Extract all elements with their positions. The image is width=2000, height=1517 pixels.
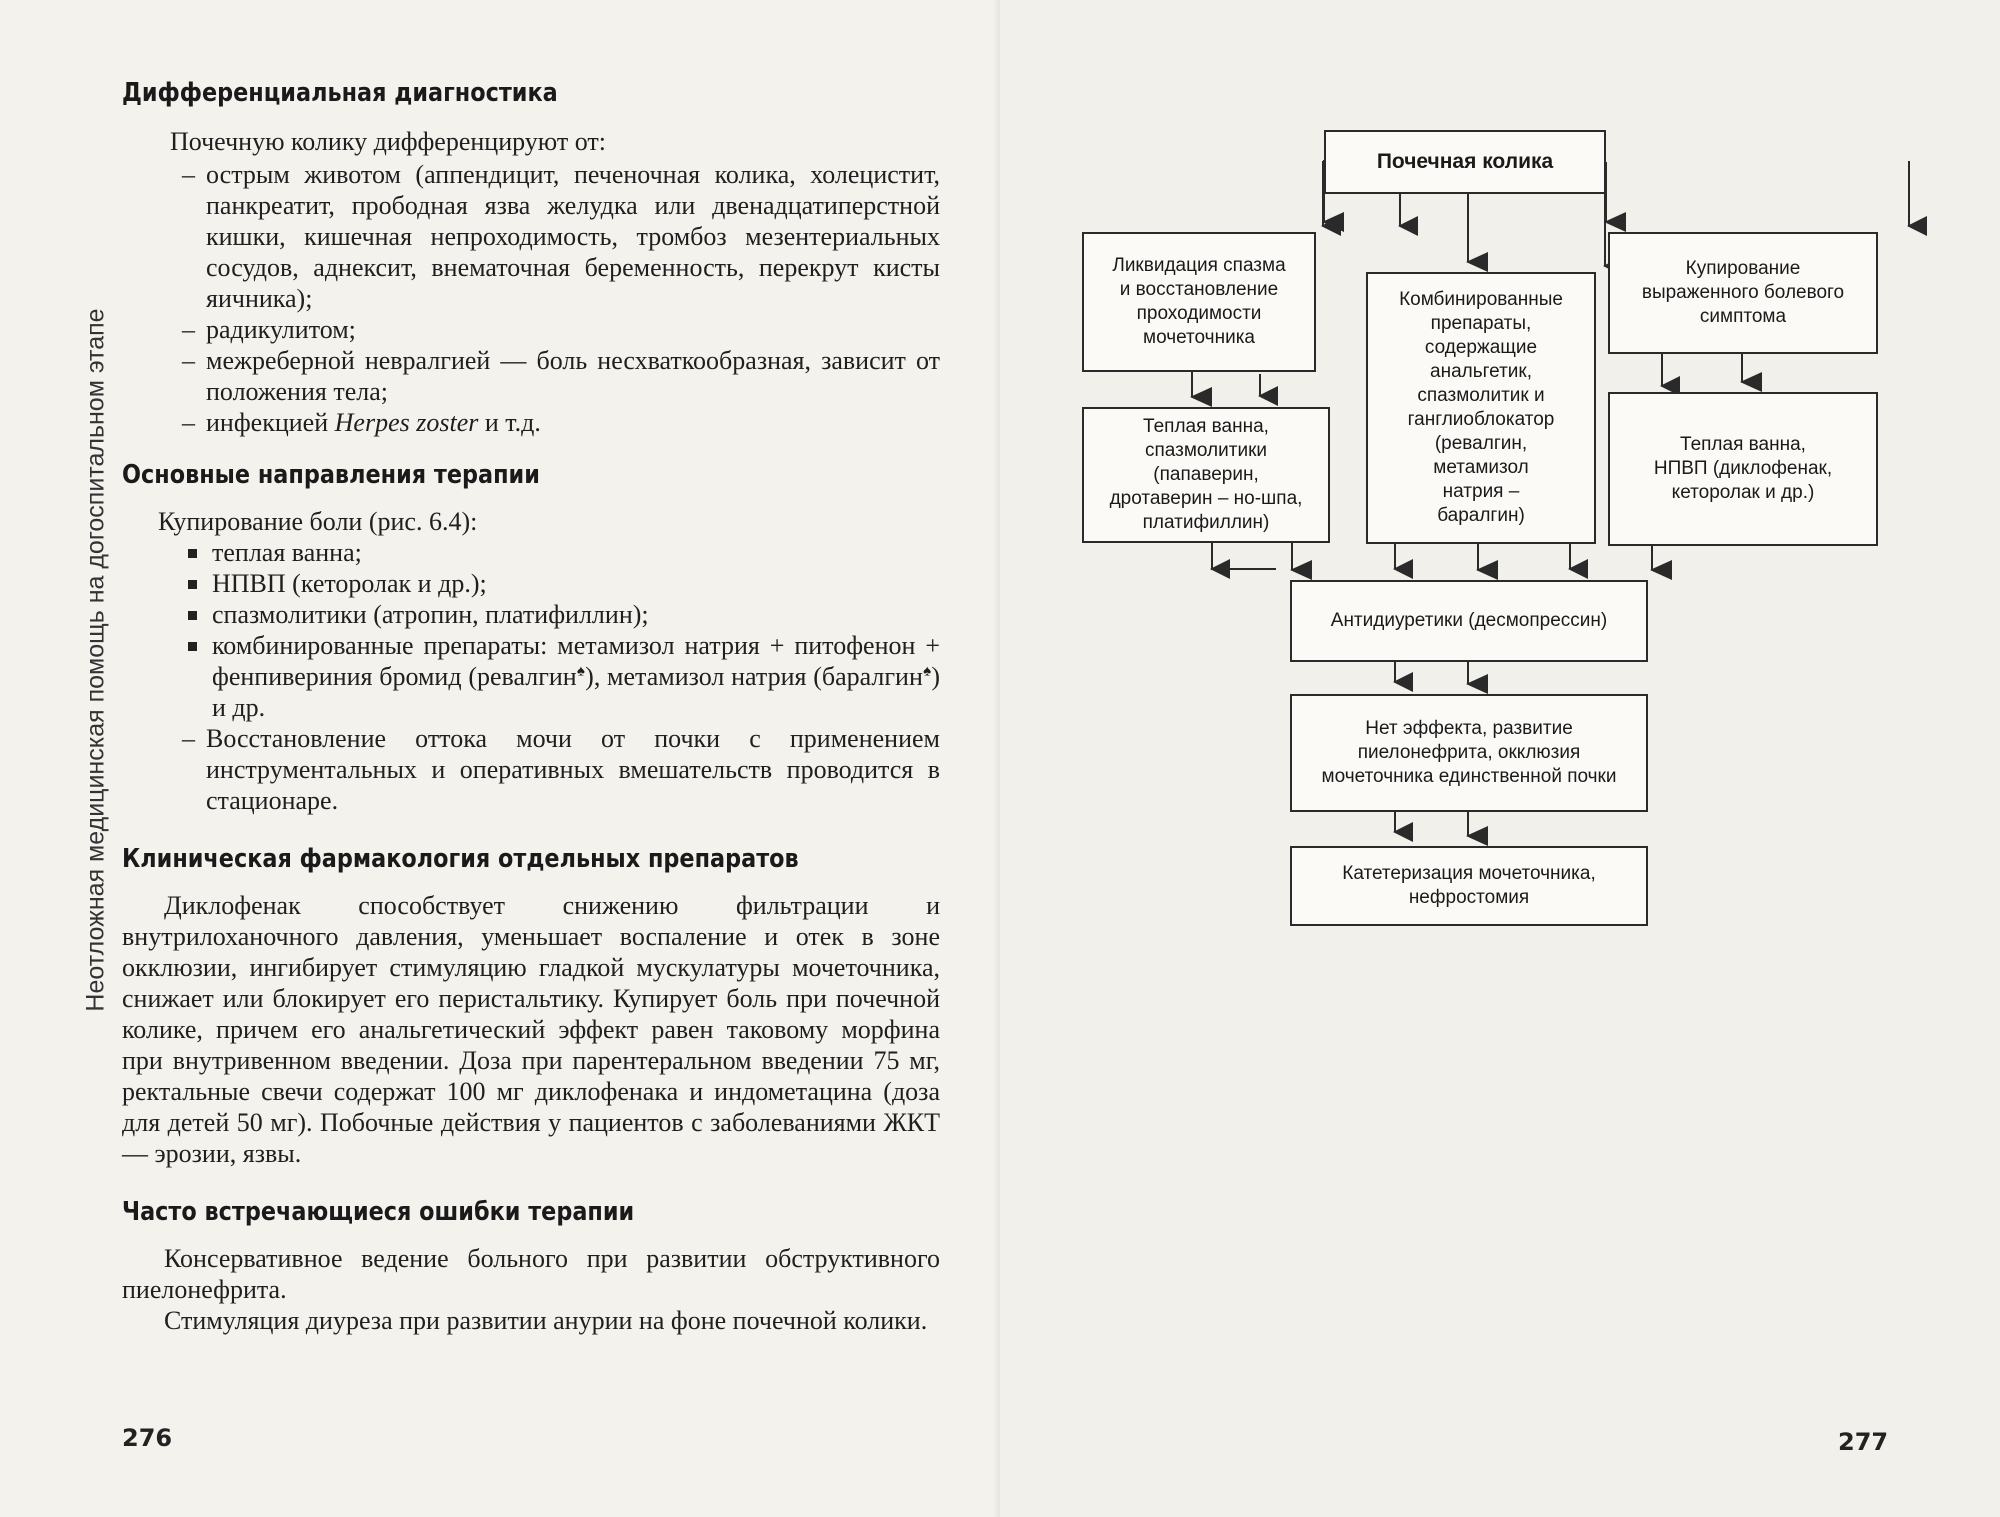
diff-item: – радикулитом; — [176, 314, 940, 345]
combo-sup-1: ♠ — [576, 663, 586, 680]
therapy-item: НПВП (кеторолак и др.); — [142, 568, 940, 599]
pharmacology-text: Диклофенак способствует снижению фильтрации и внутрилоханочного давления, уменьшает воспаление и отек в зоне окклюзии, ингибирует стимуляцию гладкой мускулатуры мочеточника, снижает или блокирует его перистальтику. Купирует боль при почечной колике, причем его анальгетический эффект равен таковому морфина при внутривенном введении. Доза при парентеральном введении 75 мг, ректальные свечи содержат 100 мг диклофенака и индометацина (доза для детей 50 мг). Побочные действия у пациентов с заболеваниями ЖКТ — эрозии, язвы. — [122, 891, 940, 1168]
combo-sup-2: ♠ — [922, 663, 932, 680]
therapy-restore-item: – Восстановление оттока мочи от почки с применением инструментальных и оперативных вмешательств проводится в стационаре. — [176, 723, 940, 816]
page-number-left: 276 — [122, 1424, 173, 1452]
flowchart-box-renal-colic: Почечная колика — [1324, 130, 1606, 194]
flowchart-box-spasm-relief: Ликвидация спазма и восстановление проходимости мочеточника — [1082, 232, 1316, 372]
heading-pharmacology: Клиническая фармакология отдельных препаратов — [122, 844, 799, 874]
errors-text-2: Стимуляция диуреза при развитии анурии на фоне почечной колики. — [164, 1306, 928, 1335]
heading-errors: Часто встречающиеся ошибки терапии — [122, 1197, 635, 1227]
heading-therapy: Основные направления терапии — [122, 460, 540, 490]
therapy-intro: Купирование боли (рис. 6.4): — [158, 507, 478, 536]
running-head-left: Неотложная медицинская помощь на догоспитальном этапе — [81, 308, 110, 1012]
diff-item: – межреберной невралгией — боль несхваткообразная, зависит от положения тела; — [176, 345, 940, 407]
therapy-item: спазмолитики (атропин, платифиллин); — [142, 599, 940, 630]
diff-item-suffix: и т.д. — [478, 408, 541, 437]
diff-intro: Почечную колику дифференцируют от: — [170, 127, 606, 156]
herpes-zoster-italic: Herpes zoster — [334, 408, 479, 437]
errors-text-1: Консервативное ведение больного при развитии обструктивного пиелонефрита. — [122, 1244, 940, 1304]
flowchart-box-catheterization: Катетеризация мочеточника, нефростомия — [1290, 846, 1648, 926]
flowchart-box-no-effect: Нет эффекта, развитие пиелонефрита, окклюзия мочеточника единственной почки — [1290, 694, 1648, 812]
flowchart-box-warm-bath-antispasmodics: Теплая ванна, спазмолитики (папаверин, дротаверин – но-шпа, платифиллин) — [1082, 407, 1330, 543]
page-number-right: 277 — [1838, 1428, 1889, 1456]
combo-text-1: комбинированные препараты: метамизол натрия + питофенон + фенпивериния бромид (ревалгин — [212, 631, 940, 691]
flowchart-box-combined-drugs: Комбинированные препараты, содержащие анальгетик, спазмолитик и ганглиоблокатор (ревалгин, метамизол натрия – баралгин) — [1366, 272, 1596, 544]
flowchart-box-pain-relief: Купирование выраженного болевого симптома — [1608, 232, 1878, 354]
heading-differential-diagnosis: Дифференциальная диагностика — [122, 78, 558, 108]
combo-text-2: ), метамизол натрия (баралгин — [585, 662, 923, 691]
diff-item: – острым животом (аппендицит, печеночная колика, холецистит, панкреатит, прободная язва желудка или двенадцатиперстной кишки, кишечная непроходимость, тромбоз мезентериальных сосудов, аднексит, внематочная беременность, перекрут кисты яичника); — [176, 159, 940, 314]
flowchart-box-warm-bath-nsaid: Теплая ванна, НПВП (диклофенак, кеторолак и др.) — [1608, 392, 1878, 546]
flowchart-box-antidiuretics: Антидиуретики (десмопрессин) — [1290, 580, 1648, 662]
diff-item-prefix: инфекцией — [206, 408, 335, 437]
therapy-item: теплая ванна; — [142, 537, 940, 568]
combo-text-3: ) и др. — [212, 662, 941, 722]
